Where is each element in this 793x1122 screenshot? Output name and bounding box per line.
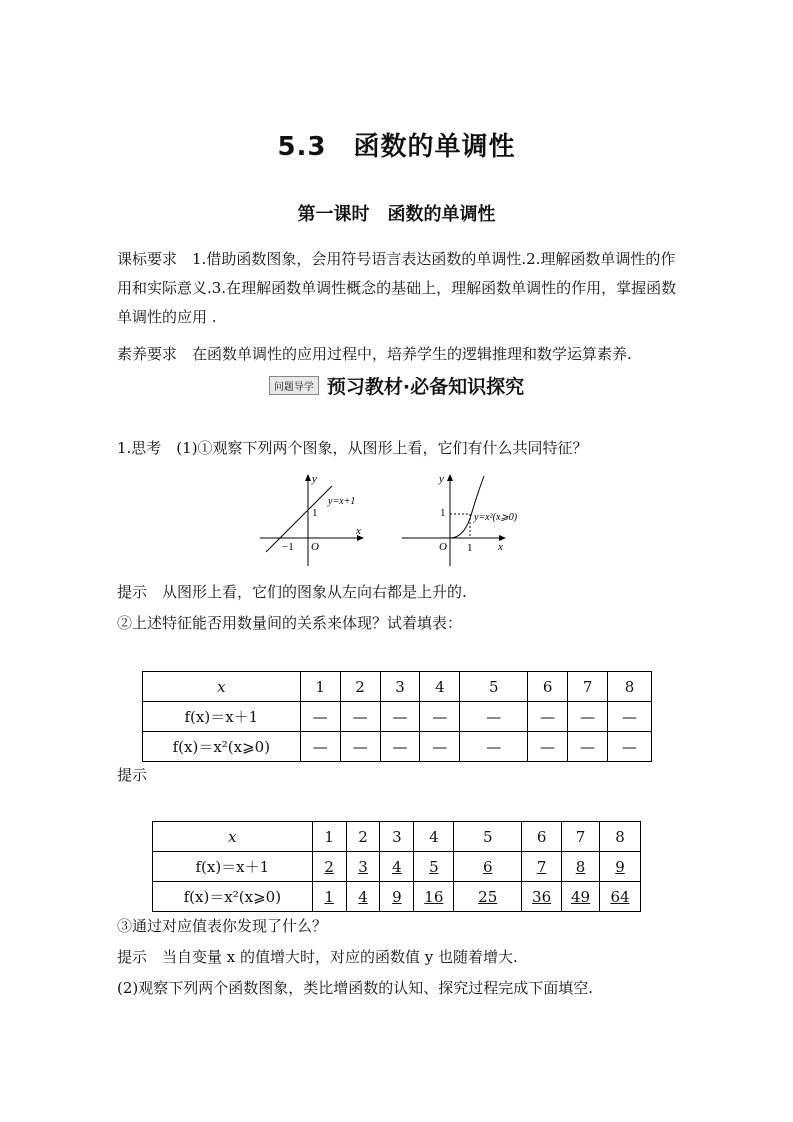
blank-cell: — [300, 702, 340, 732]
answer-cell: 49 [562, 882, 600, 912]
blank-cell: — [420, 732, 460, 762]
blank-cell: — [340, 732, 380, 762]
graph-quadratic-curve [450, 476, 484, 538]
blank-cell: — [528, 732, 568, 762]
blank-cell: — [568, 732, 608, 762]
table-header-cell: 4 [414, 822, 454, 852]
table-header-cell: 6 [528, 672, 568, 702]
graph-linear-line [266, 486, 332, 552]
answer-cell: 1 [312, 882, 346, 912]
blank-cell: — [460, 702, 528, 732]
graph-linear-tick-x: −1 [282, 541, 294, 553]
table-blank [142, 671, 652, 762]
row-label: f(x)＝x＋1 [153, 852, 313, 882]
graph-quadratic-tick-y: 1 [440, 507, 446, 519]
hint-2-label: 提示 [117, 766, 148, 784]
table-row [153, 822, 641, 852]
blank-cell: — [528, 702, 568, 732]
table-row [143, 702, 652, 732]
graph-linear-y-arrow [305, 474, 311, 481]
answer-cell: 3 [346, 852, 380, 882]
table-header-cell: 6 [522, 822, 562, 852]
hint-3: 提示 当自变量 x 的值增大时，对应的函数值 y 也随着增大. [117, 948, 518, 966]
answer-cell: 9 [380, 882, 414, 912]
blank-cell: — [380, 732, 420, 762]
table-header-cell: 5 [460, 672, 528, 702]
table-header-cell: 2 [340, 672, 380, 702]
graph-quadratic-equation: y=x²(x⩾0) [474, 512, 518, 523]
table-row [143, 732, 652, 762]
literacy-label: 素养要求 [117, 345, 178, 363]
table-header-cell: 1 [312, 822, 346, 852]
page-title: 5.3 函数的单调性 [277, 132, 516, 162]
blank-cell: — [568, 702, 608, 732]
table-row [153, 882, 641, 912]
answer-cell: 2 [312, 852, 346, 882]
table-header-cell: 4 [420, 672, 460, 702]
blank-cell: — [380, 702, 420, 732]
graph-quadratic-x-label: x [498, 541, 503, 553]
table-header-cell: 3 [380, 672, 420, 702]
graph-linear-origin: O [311, 541, 319, 553]
question-4: (2)观察下列两个函数图象，类比增函数的认知、探究过程完成下面填空. [117, 979, 594, 997]
blank-cell: — [300, 732, 340, 762]
row-label: f(x)＝x²(x⩾0) [143, 732, 301, 762]
hint-1: 提示 从图形上看，它们的图象从左向右都是上升的. [117, 583, 467, 601]
answer-cell: 16 [414, 882, 454, 912]
answer-cell: 4 [380, 852, 414, 882]
table-header-cell: 7 [562, 822, 600, 852]
table-answers [152, 821, 641, 912]
graph-linear-x-label: x [356, 525, 361, 537]
answer-cell: 64 [599, 882, 640, 912]
banner-title: 预习教材·必备知识探究 [326, 376, 525, 398]
section-banner [0, 372, 793, 399]
graph-quadratic-y-label: y [439, 473, 444, 485]
graph-linear-y-label: y [312, 473, 317, 485]
graph-quadratic-tick-x: 1 [467, 542, 473, 554]
question-2: ②上述特征能否用数量间的关系来体现？试着填表： [117, 614, 463, 632]
answer-cell: 25 [454, 882, 522, 912]
graph-quadratic-origin: O [439, 541, 447, 553]
table-row [143, 672, 652, 702]
table-header-cell: 7 [568, 672, 608, 702]
banner-tag: 问题导学 [269, 376, 319, 395]
row-label: f(x)＝x＋1 [143, 702, 301, 732]
answer-cell: 8 [562, 852, 600, 882]
literacy-text: 在函数单调性的应用过程中，培养学生的逻辑推理和数学运算素养. [177, 345, 632, 363]
row-label: f(x)＝x²(x⩾0) [153, 882, 313, 912]
blank-cell: — [460, 732, 528, 762]
table-header-cell: 8 [599, 822, 640, 852]
lesson-subtitle: 第一课时 函数的单调性 [297, 204, 496, 225]
answer-cell: 6 [454, 852, 522, 882]
requirements-label: 课标要求 [117, 250, 178, 268]
table-header-cell: 3 [380, 822, 414, 852]
graph-quadratic-y-arrow [447, 474, 453, 481]
question-1: 1.思考 (1)①观察下列两个图象，从图形上看，它们有什么共同特征？ [117, 439, 588, 457]
graph-linear [258, 470, 368, 570]
question-3: ③通过对应值表你发现了什么？ [117, 917, 328, 935]
answer-cell: 7 [522, 852, 562, 882]
table-header-cell: 2 [346, 822, 380, 852]
table-header-cell: 8 [608, 672, 652, 702]
graph-linear-equation: y=x+1 [328, 496, 356, 507]
blank-cell: — [340, 702, 380, 732]
literacy-paragraph [117, 340, 687, 369]
blank-cell: — [420, 702, 460, 732]
answer-cell: 4 [346, 882, 380, 912]
table-header-cell: 1 [300, 672, 340, 702]
graph-quadratic [400, 470, 540, 570]
answer-cell: 5 [414, 852, 454, 882]
table-header-label: x [153, 822, 313, 852]
answer-cell: 36 [522, 882, 562, 912]
blank-cell: — [608, 732, 652, 762]
requirements-paragraph [117, 245, 687, 332]
answer-cell: 9 [599, 852, 640, 882]
table-row [153, 852, 641, 882]
requirements-text: 1.借助函数图象，会用符号语言表达函数的单调性.2.理解函数单调性的作用和实际意义.3.在理解函数单调性概念的基础上，理解函数单调性的作用，掌握函数单调性的应用 . [117, 250, 677, 326]
table-header-label: x [143, 672, 301, 702]
graph-linear-tick-y: 1 [312, 507, 318, 519]
blank-cell: — [608, 702, 652, 732]
table-header-cell: 5 [454, 822, 522, 852]
